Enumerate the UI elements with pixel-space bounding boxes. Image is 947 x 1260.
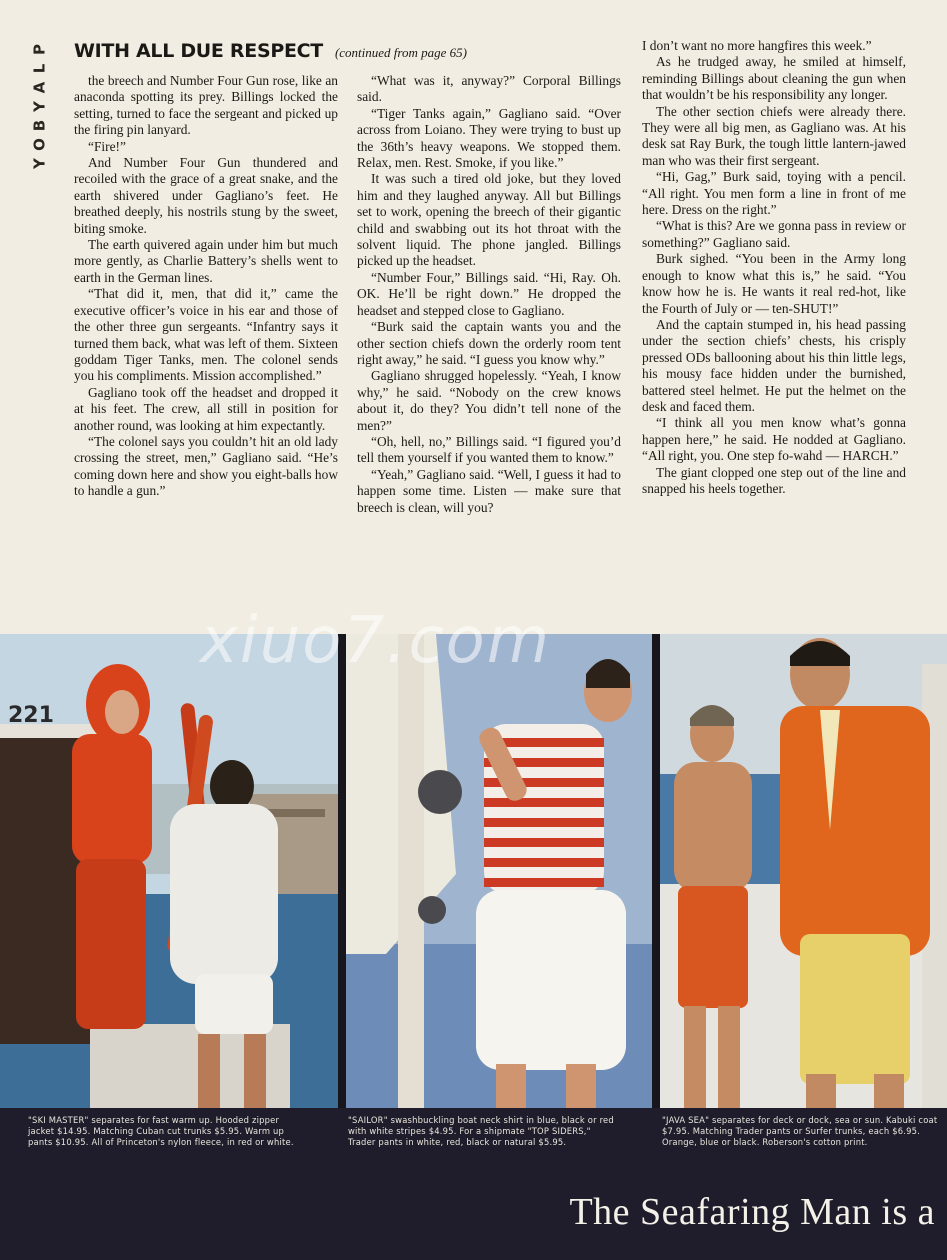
caption-sailor: "SAILOR" swashbuckling boat neck shirt in blue, black or red with white stripes $4.95. For a shipmate "TOP SIDERS," Trader pants in white, red, black or natural $5.95. [348, 1115, 614, 1147]
photo-sailor [346, 634, 652, 1108]
article-paragraph: the breech and Number Four Gun rose, like an anaconda spotting its prey. Billings locked the setting, turned to face the sergeant and picked up the firing pin lanyard. [74, 73, 338, 138]
photo-ski-master [0, 634, 338, 1108]
continuation-note: (continued from page 65) [334, 45, 467, 60]
feature-tagline: The Seafaring Man is a [569, 1191, 935, 1233]
text-column-1 [74, 73, 338, 500]
caption-ski-master: "SKI MASTER" separates for fast warm up. Hooded zipper jacket $14.95. Matching Cuban cut trunks $5.95. Warm up pants $10.95. All of Princeton's nylon fleece, in red or white. [28, 1115, 294, 1147]
text-column-3 [642, 38, 906, 497]
article-paragraph: The earth quivered again under him but much more gently, as Charlie Battery’s shells went to earth in the German lines. [74, 237, 338, 285]
article-paragraph: “Burk said the captain wants you and the other section chiefs down the orderly room tent right away,” he said. “I guess you know why.” [357, 319, 621, 367]
article-paragraph: The giant clopped one step out of the line and snapped his heels together. [642, 464, 906, 496]
article-paragraph: The other section chiefs were already there. They were all big men, as Gagliano was. At his desk sat Ray Burk, the tough little lantern-jawed man who was their first sergeant. [642, 103, 906, 168]
article-paragraph: “I think all you men know what’s gonna happen here,” he said. He nodded at Gagliano. “All right, you. One step fo-wahd — HARCH.” [642, 415, 906, 464]
article-paragraph: “Number Four,” Billings said. “Hi, Ray. Oh. OK. He’ll be right down.” He dropped the headset and stepped close to Gagliano. [357, 269, 621, 318]
photo-java-sea [660, 634, 947, 1108]
article-paragraph: Gagliano shrugged hopelessly. “Yeah, I know why,” he said. “Nobody on the crew knows about it, do they? You didn’t tell none of the men?” [357, 368, 621, 433]
article-paragraph: “Yeah,” Gagliano said. “Well, I guess it had to happen some time. Listen — make sure that breech is clean, will you? [357, 466, 621, 515]
article-paragraph: “Tiger Tanks again,” Gagliano said. “Over across from Loiano. They were trying to bust up the 36th’s heavy weapons. We stopped them. Relax, men. Rest. Smoke, if you like.” [357, 105, 621, 171]
fashion-photo-strip [0, 634, 947, 1108]
article-header [74, 40, 467, 62]
article-paragraph: And Number Four Gun thundered and recoiled with the grace of a great snake, and the earth shivered under Gagliano’s feet. He breathed deeply, his nostrils stung by the sweet, biting smoke. [74, 155, 338, 236]
article-paragraph: “That did it, men, that did it,” came the executive officer’s voice in his ear and those of the other three gun sergeants. “Infantry says it turned them back, what was left of them. Sixteen goddam Tiger Tanks, men. The colonel sends you his compliments. Mission accomplished.” [74, 286, 338, 384]
article-paragraph: “Fire!” [88, 138, 126, 154]
article-paragraph: Burk sighed. “You been in the Army long enough to know what this is,” he said. “You know how he is. He wants it real red-hot, like the Fourth of July or — ten-SHUT!” [642, 251, 906, 316]
article-paragraph: “Hi, Gag,” Burk said, toying with a pencil. “All right. You men form a line in front of me here. Dress on the right.” [642, 169, 906, 218]
article-paragraph: “What is this? Are we gonna pass in review or something?” Gagliano said. [642, 218, 906, 250]
article-paragraph: It was such a tired old joke, but they loved him and they laughed anyway. All but Billings set to work, opening the breech of their gigantic child and swabbing out its hot throat with the solvent liquid. The phone jangled. Billings picked up the headset. [357, 171, 621, 269]
article-paragraph: “What was it, anyway?” Corporal Billings said. [357, 73, 621, 105]
article-paragraph: And the captain stumped in, his head passing under the section chiefs’ chests, his crisply pressed ODs ballooning about his thin little legs, his mousy face hidden under the burnished, battered steel helmet. He put the helmet on the desk and faced them. [642, 316, 906, 414]
article-paragraph: “The colonel says you couldn’t hit an old lady crossing the street, men,” Gagliano said. “He’s coming down here and show you eight-balls how to handle a gun.” [74, 433, 338, 499]
text-column-2 [357, 73, 621, 516]
svg-text:221: 221 [8, 703, 54, 728]
column-lead-paragraph: I don’t want no more hangfires this week.” [642, 38, 872, 53]
article-paragraph: Gagliano took off the headset and dropped it at his feet. The crew, all still in position for another round, was looking at him expectantly. [74, 384, 338, 433]
magazine-sidebar-logo: P L A Y B O Y [30, 44, 49, 169]
caption-java-sea: "JAVA SEA" separates for deck or dock, sea or sun. Kabuki coat $7.95. Matching Trader pants or Surfer trunks, each $6.95. Orange, blue or black. Roberson's cotton print. [662, 1115, 938, 1147]
article-paragraph: As he trudged away, he smiled at himself, reminding Billings about cleaning the gun when that wouldn’t be his responsibility any longer. [642, 54, 906, 103]
article-title: WITH ALL DUE RESPECT [74, 40, 323, 62]
watermark-text: xiuo7.com [200, 604, 552, 678]
article-paragraph: “Oh, hell, no,” Billings said. “I figured you’d tell them yourself if you wanted them to know.” [357, 433, 621, 466]
